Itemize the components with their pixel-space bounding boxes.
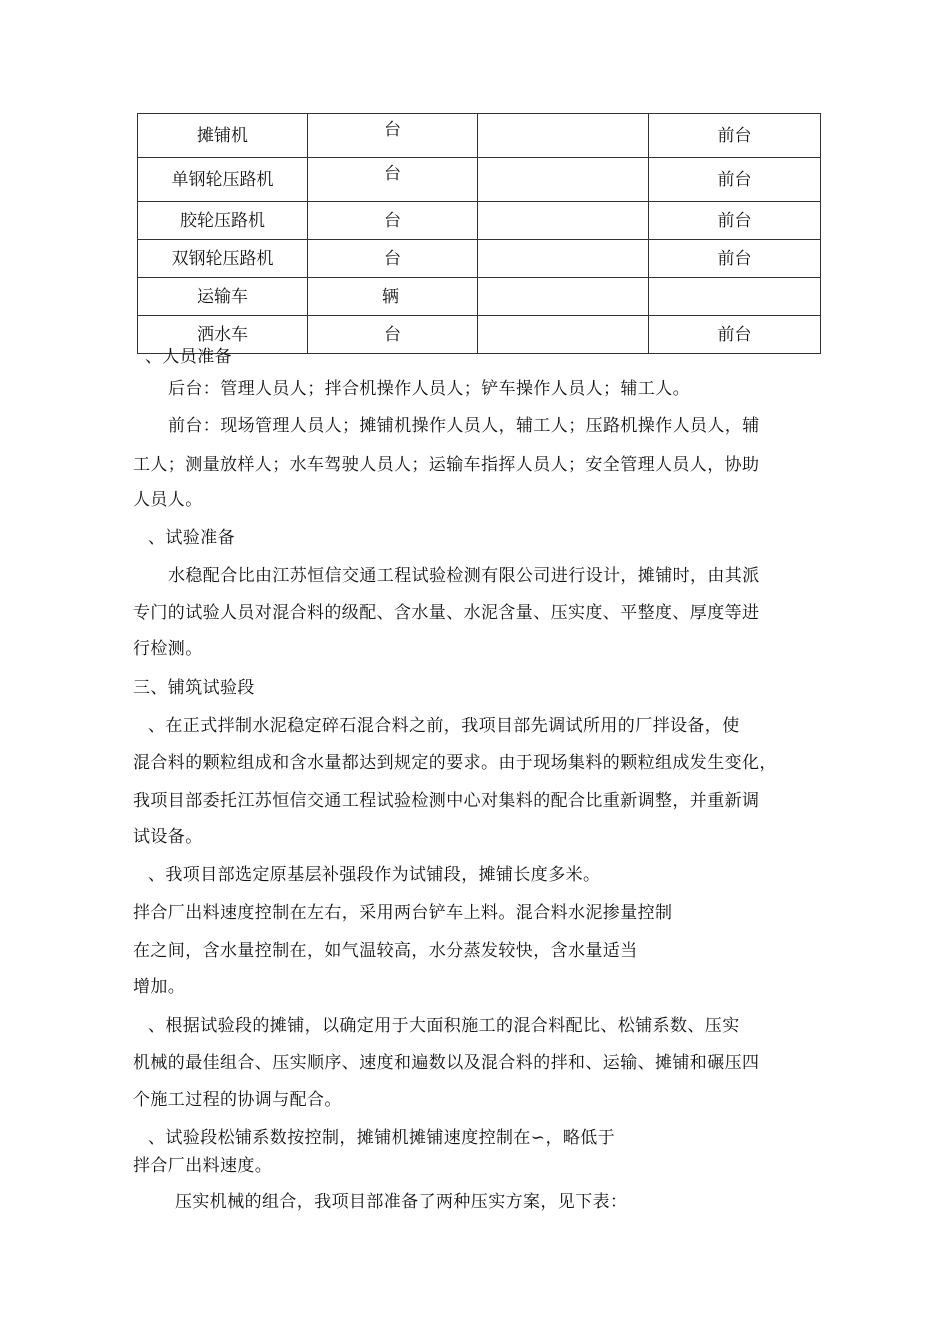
equipment-note: 前台 [649, 316, 821, 354]
paragraph-line: 行检测。 [133, 639, 203, 659]
equipment-qty [478, 316, 649, 354]
paragraph-line: 我项目部委托江苏恒信交通工程试验检测中心对集料的配合比重新调整，并重新调 [133, 791, 760, 811]
paragraph-line: 前台：现场管理人员人；摊铺机操作人员人，辅工人；压路机操作人员人，辅 [168, 416, 760, 436]
paragraph-line: 专门的试验人员对混合料的级配、含水量、水泥含量、压实度、平整度、厚度等进 [133, 603, 760, 623]
equipment-name: 胶轮压路机 [138, 202, 308, 240]
equipment-unit: 台 [308, 114, 478, 158]
paragraph-line: 拌合厂出料速度。 [133, 1156, 273, 1176]
table-row [138, 202, 821, 240]
equipment-note: 前台 [649, 202, 821, 240]
paragraph-line: 、试验段松铺系数按控制，摊铺机摊铺速度控制在∽，略低于 [148, 1128, 616, 1148]
equipment-qty [478, 278, 649, 316]
table-row [138, 278, 821, 316]
section-heading-trial-section: 三、铺筑试验段 [133, 678, 255, 698]
paragraph-line: 压实机械的组合，我项目部准备了两种压实方案，见下表： [175, 1192, 628, 1212]
paragraph-line: 试设备。 [133, 827, 203, 847]
paragraph-line: 水稳配合比由江苏恒信交通工程试验检测有限公司进行设计，摊铺时，由其派 [168, 566, 760, 586]
paragraph-line: 机械的最佳组合、压实顺序、速度和遍数以及混合料的拌和、运输、摊铺和碾压四 [133, 1053, 760, 1073]
section-heading-testing: 、试验准备 [148, 528, 235, 548]
table-row [138, 158, 821, 202]
equipment-qty [478, 240, 649, 278]
table-row [138, 114, 821, 158]
paragraph-line: 个施工过程的协调与配合。 [133, 1090, 342, 1110]
paragraph-line: 在之间，含水量控制在，如气温较高，水分蒸发较快，含水量适当 [133, 941, 638, 961]
equipment-note: 前台 [649, 240, 821, 278]
paragraph-line: 混合料的颗粒组成和含水量都达到规定的要求。由于现场集料的颗粒组成发生变化， [133, 753, 777, 773]
paragraph-line: 、根据试验段的摊铺，以确定用于大面积施工的混合料配比、松铺系数、压实 [148, 1016, 740, 1036]
equipment-qty [478, 158, 649, 202]
equipment-name: 双钢轮压路机 [138, 240, 308, 278]
equipment-qty [478, 202, 649, 240]
equipment-unit: 台 [308, 240, 478, 278]
equipment-note [649, 278, 821, 316]
equipment-unit: 台 [308, 158, 478, 202]
paragraph-line: 工人；测量放样人；水车驾驶人员人；运输车指挥人员人；安全管理人员人，协助 [133, 455, 760, 475]
equipment-unit: 辆 [308, 278, 478, 316]
table-row [138, 316, 821, 354]
paragraph-line: 增加。 [133, 977, 186, 997]
equipment-note: 前台 [649, 158, 821, 202]
paragraph-line: 后台：管理人员人；拌合机操作人员人；铲车操作人员人；辅工人。 [168, 379, 690, 399]
table-row [138, 240, 821, 278]
paragraph-line: 人员人。 [133, 490, 203, 510]
equipment-note: 前台 [649, 114, 821, 158]
paragraph-line: 、在正式拌制水泥稳定碎石混合料之前，我项目部先调试所用的厂拌设备，使 [148, 716, 740, 736]
paragraph-line: 拌合厂出料速度控制在左右，采用两台铲车上料。混合料水泥掺量控制 [133, 903, 673, 923]
equipment-name: 单钢轮压路机 [138, 158, 308, 202]
equipment-table [137, 113, 821, 354]
equipment-name: 摊铺机 [138, 114, 308, 158]
equipment-name: 洒水车 [138, 316, 308, 354]
equipment-unit: 台 [308, 316, 478, 354]
equipment-name: 运输车 [138, 278, 308, 316]
paragraph-line: 、我项目部选定原基层补强段作为试铺段，摊铺长度多米。 [148, 865, 601, 885]
equipment-unit: 台 [308, 202, 478, 240]
equipment-qty [478, 114, 649, 158]
section-heading-personnel: 、人员准备 [145, 347, 232, 367]
